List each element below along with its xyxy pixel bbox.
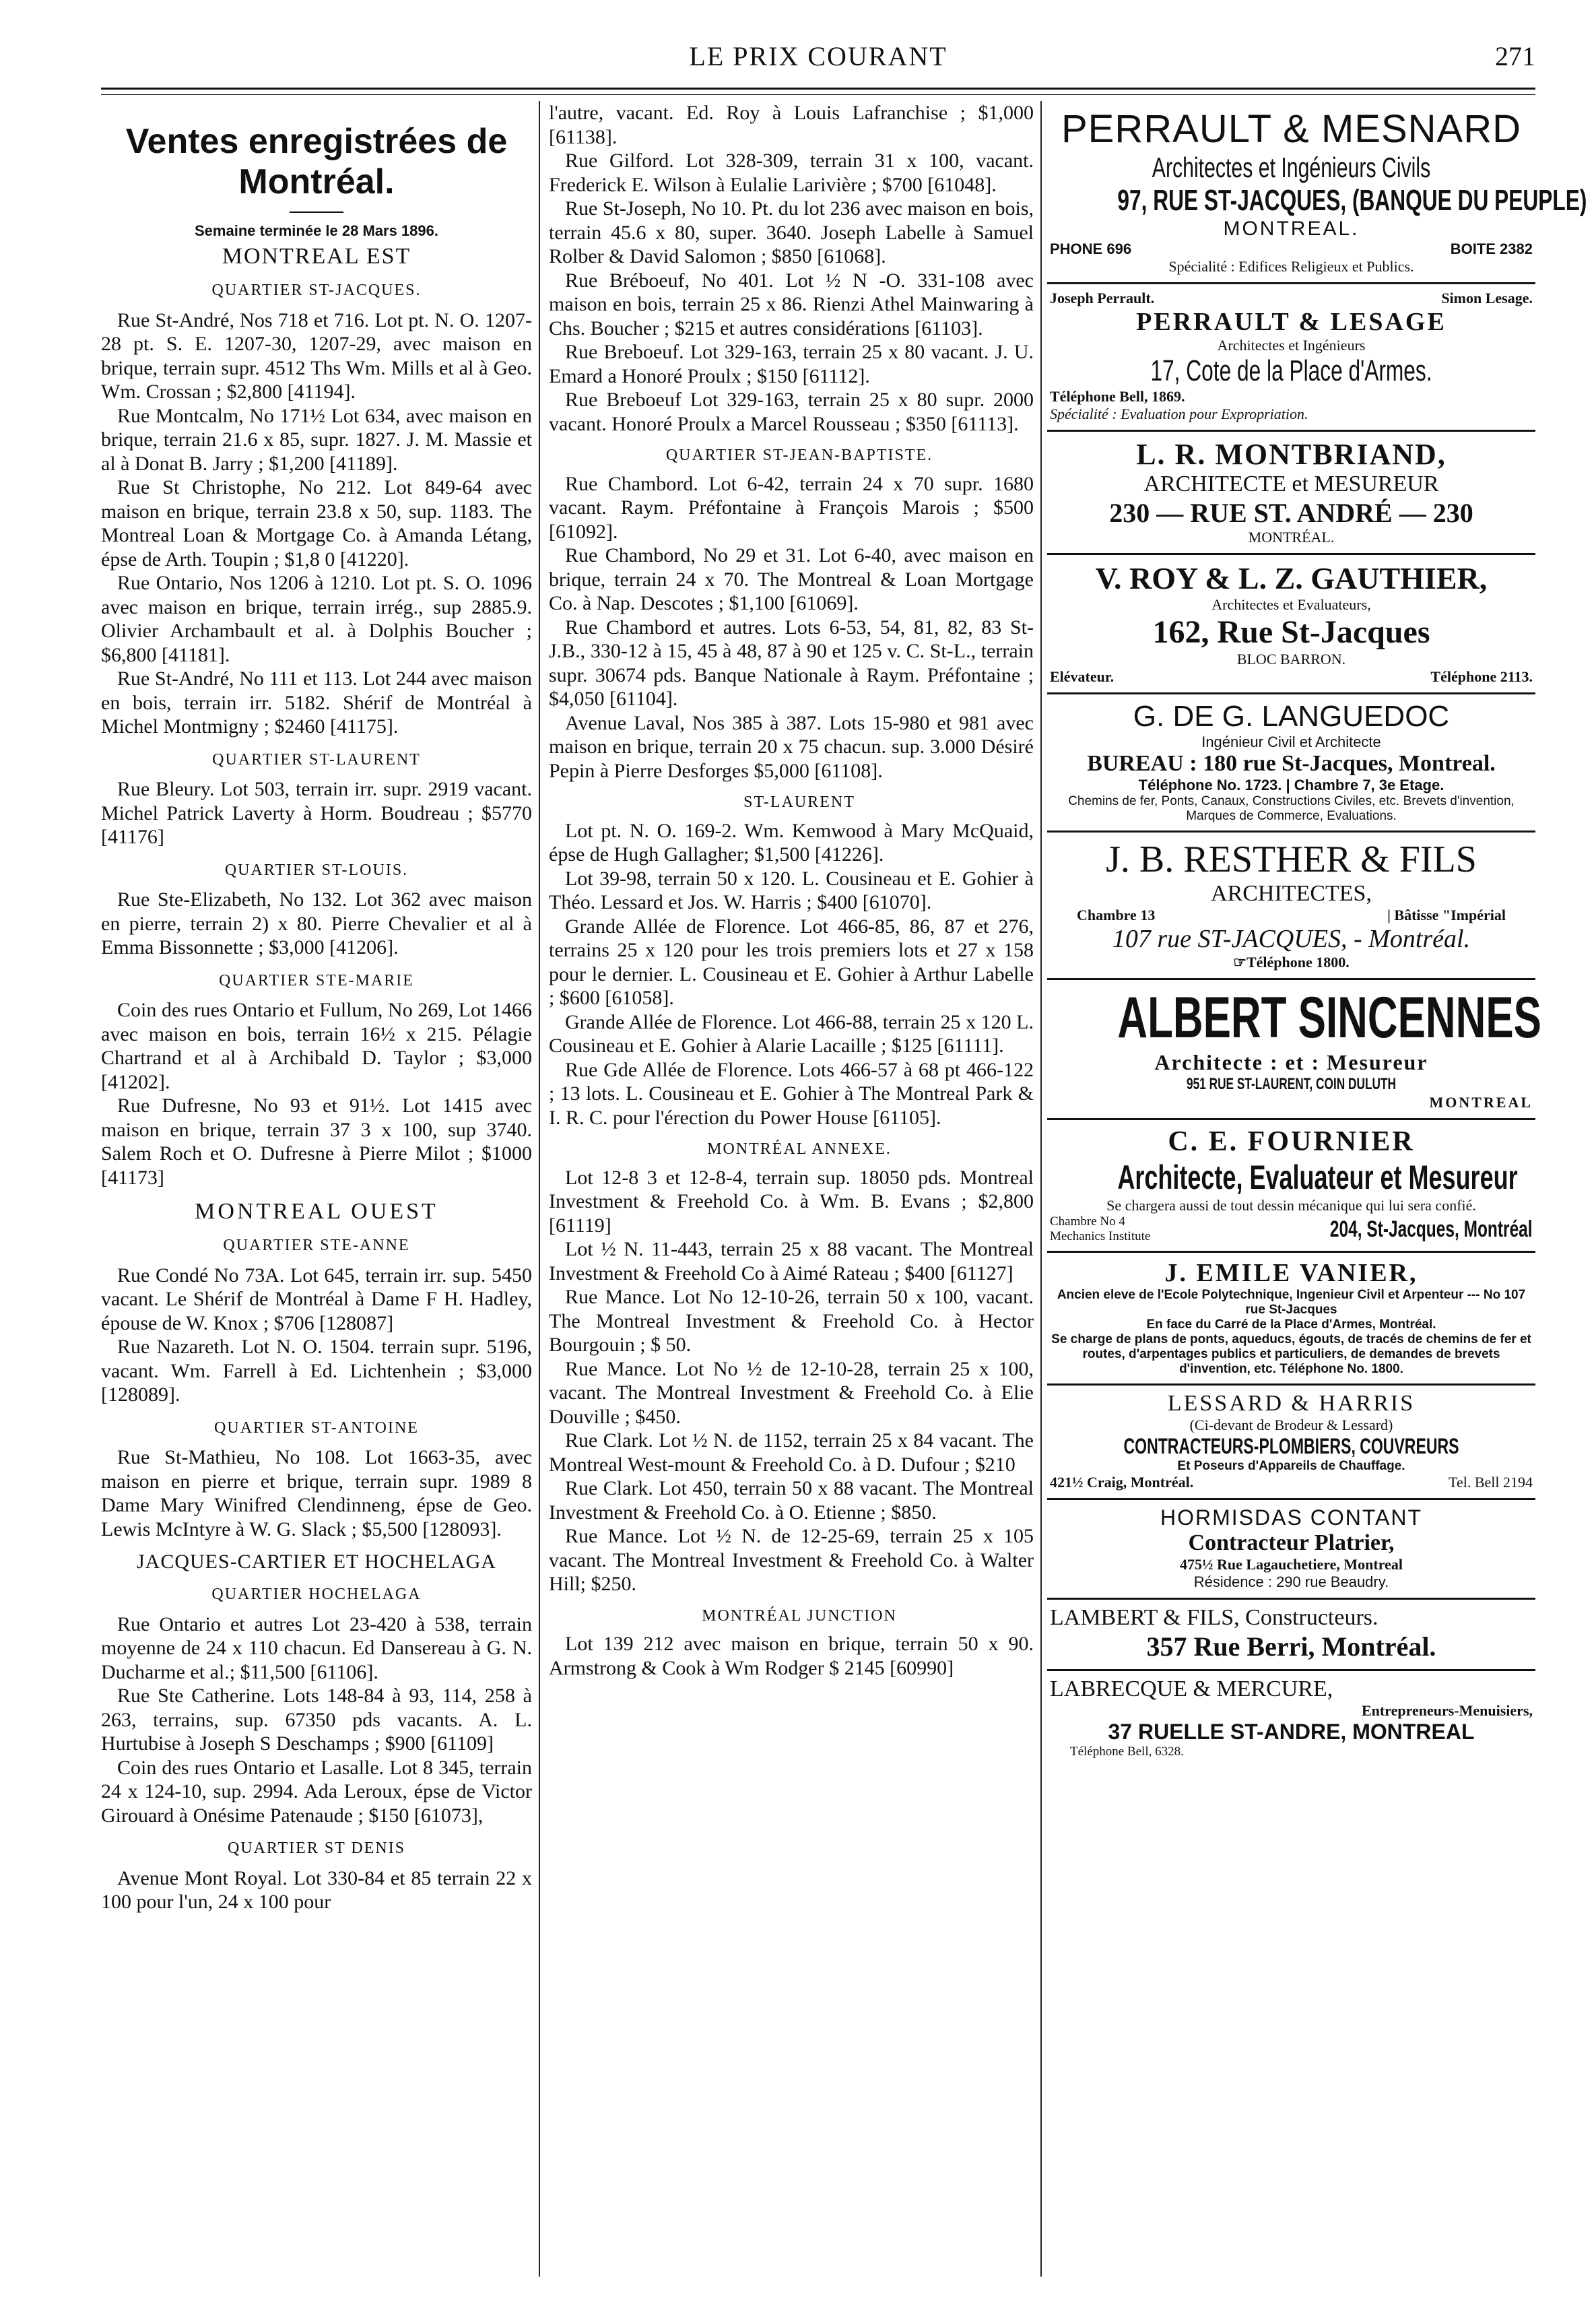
- ad-address: 97, RUE ST-JACQUES, (BANQUE DU PEUPLE): [1117, 184, 1587, 217]
- ad-vanier: [1047, 1253, 1535, 1386]
- ad-name: ALBERT SINCENNES: [1117, 985, 1541, 1050]
- ad-building: | Bâtisse "Impérial: [1387, 907, 1506, 923]
- sale-entry: Rue St-André, No 111 et 113. Lot 244 avec maison en bois, terrain irr. 5182. Shérif de Montréal à Michel Montmigny ; $2460 [41175].: [101, 667, 532, 738]
- journal-title: LE PRIX COURANT: [689, 41, 947, 71]
- ad-partner-right: Simon Lesage.: [1441, 290, 1533, 306]
- sale-entry: Rue St-Mathieu, No 108. Lot 1663-35, avec maison en pierre et brique, terrain supr. 1989 8 Dame Mary Winifred Clendinneng, épse de Geo. Lewis McIntyre à W. G. Slack ; $5,500 [128093].: [101, 1446, 532, 1540]
- ad-trade: Entrepreneurs-Menuisiers,: [1362, 1702, 1533, 1719]
- sale-entry: Lot pt. N. O. 169-2. Wm. Kemwood à Mary McQuaid, épse de Hugh Gallagher; $1,500 [41226].: [549, 819, 1034, 866]
- sale-entry: Rue Breboeuf Lot 329-163, terrain 25 x 80 supr. 2000 vacant. Honoré Proulx a Marcel Rousseau ; $350 [61113].: [549, 389, 1034, 435]
- ad-line2: En face du Carré de la Place d'Armes, Montréal.: [1146, 1317, 1436, 1332]
- sale-entry: Rue St-André, Nos 718 et 716. Lot pt. N. O. 1207-28 pt. S. E. 1207-30, 1207-29, avec maison en brique, terrain supr. 4512 Ths Wm. Mills et al à Geo. Wm. Crossan ; $2,800 [41194].: [101, 308, 532, 403]
- ad-name: C. E. FOURNIER: [1168, 1126, 1415, 1157]
- column-2: [549, 101, 1034, 1680]
- column-3-advertisements: [1047, 101, 1587, 1766]
- sale-entry: Rue Dufresne, No 93 et 91½. Lot 1415 avec maison en brique, terrain 37 3 x 100, sup 3740. Salem Roch et O. Dufresne à Pierre Milot ; $1000 [41173]: [101, 1095, 532, 1189]
- ad-line1: Ancien eleve de l'Ecole Polytechnique, Ingenieur Civil et Arpenteur --- No 107 rue St-Jacques: [1057, 1288, 1526, 1317]
- running-head: [101, 40, 1535, 88]
- ad-building: BLOC BARRON.: [1236, 651, 1346, 667]
- article-title: Ventes enregistrées de Montréal.: [125, 122, 508, 201]
- ad-phone: Tel. Bell 2194: [1449, 1474, 1533, 1491]
- ad-residence: Résidence : 290 rue Beaudry.: [1193, 1573, 1389, 1590]
- ad-specialty: Spécialité : Edifices Religieux et Publics.: [1168, 258, 1414, 275]
- ad-partner-left: Joseph Perrault.: [1050, 290, 1155, 306]
- ad-resther: [1047, 833, 1535, 980]
- sale-entry: Avenue Mont Royal. Lot 330-84 et 85 terrain 22 x 100 pour l'un, 24 x 100 pour: [101, 1866, 532, 1913]
- ad-lambert: [1047, 1600, 1535, 1671]
- sale-entry: Coin des rues Ontario et Fullum, No 269, Lot 1466 avec maison en bois, terrain 16½ x 215. Pélagie Chartrand et al à Archibald D. Taylor ; $3,000 [41202].: [101, 999, 532, 1093]
- sale-entry: Rue Breboeuf. Lot 329-163, terrain 25 x 80 vacant. J. U. Emard a Honoré Proulx ; $150 [61112].: [549, 341, 1034, 387]
- section-montreal-ouest: MONTREAL OUEST: [195, 1199, 438, 1224]
- sale-entry: Rue Gde Allée de Florence. Lots 466-57 à 68 pt 466-122 ; 13 lots. L. Cousineau et E. Gohier à The Montreal Park & I. R. C. pour l'érection du Power House [61105].: [549, 1058, 1034, 1129]
- quartier-heading: QUARTIER HOCHELAGA: [211, 1586, 422, 1603]
- quartier-heading: QUARTIER STE-MARIE: [219, 971, 414, 989]
- ad-roy-gauthier: [1047, 555, 1535, 694]
- sale-entry: Rue Chambord. Lot 6-42, terrain 24 x 70 supr. 1680 vacant. Raym. Préfontaine à François Marois ; $500 [61092].: [549, 472, 1034, 543]
- section-jacques-cartier: JACQUES-CARTIER ET HOCHELAGA: [137, 1551, 496, 1573]
- ad-languedoc: [1047, 694, 1535, 833]
- quartier-heading: QUARTIER ST-LOUIS.: [224, 861, 409, 879]
- ad-address: 17, Cote de la Place d'Armes.: [1150, 354, 1432, 387]
- ad-name: J. EMILE VANIER,: [1164, 1259, 1418, 1287]
- ad-name: LESSARD & HARRIS: [1167, 1391, 1416, 1416]
- ad-name: PERRAULT & MESNARD: [1061, 107, 1521, 151]
- ad-address: 951 RUE ST-LAURENT, COIN DULUTH: [1186, 1075, 1397, 1093]
- ad-services: Chemins de fer, Ponts, Canaux, Constructions Civiles, etc. Brevets d'invention, Marques de Commerce, Evaluations.: [1068, 794, 1515, 823]
- ad-name: HORMISDAS CONTANT: [1160, 1505, 1422, 1530]
- ad-city: MONTREAL: [1429, 1094, 1533, 1111]
- ad-address: 37 RUELLE ST-ANDRE, MONTREAL: [1108, 1720, 1475, 1744]
- ad-room: Chambre No 4: [1050, 1214, 1125, 1229]
- quartier-heading: QUARTIER ST-JEAN-BAPTISTE.: [665, 447, 933, 464]
- sale-entry: Rue Montcalm, No 171½ Lot 634, avec maison en brique, terrain 21.6 x 85, supr. 1827. J. M. Massie et al à Donat B. Jarry ; $1,200 [41189].: [101, 404, 532, 475]
- sale-entry: Rue Mance. Lot No ½ de 12-10-28, terrain 25 x 100, vacant. The Montreal Investment & Freehold Co. à Elie Douville ; $450.: [549, 1357, 1034, 1428]
- sale-entry: Lot 12-8 3 et 12-8-4, terrain sup. 18050 pds. Montreal Investment & Freehold Co. à Wm. B. Evans ; $2,800 [61119]: [549, 1166, 1034, 1237]
- ad-address: 230 — RUE ST. ANDRÉ — 230: [1109, 498, 1473, 528]
- ad-contant: [1047, 1500, 1535, 1600]
- header-rule: [101, 88, 1535, 90]
- ad-name: PERRAULT & LESAGE: [1136, 308, 1447, 336]
- sale-entry: Rue Mance. Lot No 12-10-26, terrain 50 x 100, vacant. The Montreal Investment & Freehold Co. à Hector Bourgouin ; $ 50.: [549, 1286, 1034, 1356]
- sale-entry: Rue Ontario et autres Lot 23-420 à 538, terrain moyenne de 24 x 110 chacun. Ed Dansereau à G. N. Ducharme et al.; $11,500 [61106].: [101, 1612, 532, 1683]
- ad-trade: CONTRACTEURS-PLOMBIERS, COUVREURS: [1123, 1434, 1459, 1458]
- quartier-heading: QUARTIER ST-ANTOINE: [214, 1419, 419, 1437]
- quartier-heading: QUARTIER ST DENIS: [227, 1839, 406, 1857]
- sale-entry: Rue Condé No 73A. Lot 645, terrain irr. sup. 5450 vacant. Le Shérif de Montréal à Dame F H. Hadley, épouse de W. Knox ; $706 [128087]: [101, 1264, 532, 1334]
- ad-profession: ARCHITECTE et MESUREUR: [1143, 471, 1439, 496]
- ad-phone: Téléphone 2113.: [1430, 668, 1533, 685]
- sale-entry: Rue Mance. Lot ½ N. de 12-25-69, terrain 25 x 105 vacant. The Montreal Investment & Freehold Co. à Walter Hill; $250.: [549, 1525, 1034, 1595]
- sale-entry: Coin des rues Ontario et Lasalle. Lot 8 345, terrain 24 x 124-10, sup. 2994. Ada Leroux, épse de Victor Girouard à Onésime Patenaude ; $150 [61073],: [101, 1756, 532, 1827]
- ad-name: LAMBERT & FILS, Constructeurs.: [1050, 1605, 1378, 1630]
- ad-name: L. R. MONTBRIAND,: [1136, 438, 1447, 471]
- week-line: Semaine terminée le 28 Mars 1896.: [195, 222, 438, 239]
- sale-entry: Rue Clark. Lot 450, terrain 50 x 88 vacant. The Montreal Investment & Freehold Co. à O. Etienne ; $850.: [549, 1477, 1034, 1524]
- section-montreal-est: MONTREAL EST: [222, 244, 411, 269]
- ad-perrault-lesage: [1047, 284, 1535, 432]
- ad-line3: Se charge de plans de ponts, aqueducs, égouts, de tracés de chemins de fer et routes, d'arpentages publics et particuliers, de demandes de brevets d'invention, etc. Téléphone No. 1800.: [1051, 1332, 1531, 1376]
- sale-entry: Rue Gilford. Lot 328-309, terrain 31 x 100, vacant. Frederick E. Wilson à Eulalie Larivière ; $700 [61048].: [549, 150, 1034, 196]
- sale-entry: Rue Chambord et autres. Lots 6-53, 54, 81, 82, 83 St-J.B., 330-12 à 15, 45 à 48, 87 à 90 et 125 v. C. St-L., terrain supr. 30674 pds. Banque Nationale à Raym. Préfontaine ; $4,050 [61104].: [549, 616, 1034, 710]
- ad-name: V. ROY & L. Z. GAUTHIER,: [1095, 561, 1488, 595]
- sale-entry: Rue Ste-Elizabeth, No 132. Lot 362 avec maison en pierre, terrain 2) x 80. Pierre Chevalier et al à Emma Bissonnette ; $3,000 [41206].: [101, 888, 532, 958]
- sale-entry: Rue Chambord, No 29 et 31. Lot 6-40, avec maison en brique, terrain 24 x 70. The Montreal & Loan Mortgage Co. à Nap. Descotes ; $1,100 [61069].: [549, 544, 1034, 614]
- sale-entry: Rue St-Joseph, No 10. Pt. du lot 236 avec maison en bois, terrain 45.6 x 80, super. 3640. Joseph Labelle à Samuel Rolber & David Salomon ; $850 [61068].: [549, 197, 1034, 267]
- ad-address: 357 Rue Berri, Montréal.: [1146, 1631, 1436, 1662]
- column-divider-2: [1040, 101, 1042, 2277]
- ad-phone: Téléphone Bell, 1869.: [1050, 388, 1185, 405]
- ad-city: MONTRÉAL.: [1248, 529, 1335, 546]
- ad-montbriand: [1047, 432, 1535, 555]
- ad-profession: Architecte : et : Mesureur: [1154, 1050, 1428, 1074]
- ad-phone: PHONE 696: [1050, 240, 1132, 257]
- ad-sincennes: [1047, 980, 1541, 1120]
- ad-address: 107 rue ST-JACQUES, - Montréal.: [1112, 925, 1471, 953]
- ad-profession: Ingénieur Civil et Architecte: [1201, 734, 1381, 750]
- title-rule: [290, 211, 343, 213]
- ad-former-name: (Ci-devant de Brodeur & Lessard): [1189, 1416, 1393, 1433]
- quartier-heading: ST-LAURENT: [743, 793, 855, 811]
- sale-entry: Lot 139 212 avec maison en brique, terrain 50 x 90. Armstrong & Cook à Wm Rodger $ 2145 [60990]: [549, 1633, 1034, 1679]
- ad-profession: Architectes et Ingénieurs: [1217, 337, 1366, 354]
- ad-phone: Téléphone No. 1723. | Chambre 7, 3e Etage.: [1138, 777, 1444, 793]
- sale-entry: Grande Allée de Florence. Lot 466-88, terrain 25 x 120 L. Cousineau et E. Gohier à Alarie Lacaille ; $125 [61111].: [549, 1010, 1034, 1057]
- page-number: 271: [1495, 41, 1535, 71]
- ad-address: 162, Rue St-Jacques: [1152, 614, 1430, 650]
- ad-name: J. B. RESTHER & FILS: [1106, 839, 1477, 880]
- ad-elevator: Elévateur.: [1050, 668, 1115, 685]
- column-1: [101, 101, 532, 1914]
- sale-entry: Lot 39-98, terrain 50 x 120. L. Cousineau et E. Gohier à Théo. Lessard et Jos. W. Harris ; $400 [61070].: [549, 867, 1034, 913]
- ad-profession: Architecte, Evaluateur et Mesureur: [1117, 1159, 1518, 1196]
- ad-city: MONTREAL.: [1223, 218, 1360, 240]
- ad-specialty: Spécialité : Evaluation pour Expropriation.: [1050, 405, 1308, 422]
- sale-entry: Grande Allée de Florence. Lot 466-85, 86, 87 et 276, terrains 25 x 120 pour les trois premiers lots et 27 x 158 pour le dernier. L. Cousineau et E. Gohier à Arthur Labelle ; $600 [61058].: [549, 915, 1034, 1009]
- ad-address: 204, St-Jacques, Montréal: [1330, 1216, 1533, 1242]
- sale-entry: Rue Clark. Lot ½ N. de 1152, terrain 25 x 84 vacant. The Montreal West-mount & Freehold Co. à D. Dufour ; $210: [549, 1429, 1034, 1476]
- ad-lessard-harris: [1047, 1386, 1535, 1500]
- sale-entry: Rue Bleury. Lot 503, terrain irr. supr. 2919 vacant. Michel Patrick Laverty à Horm. Boudreau ; $5770 [41176]: [101, 778, 532, 848]
- ad-address: BUREAU : 180 rue St-Jacques, Montreal.: [1087, 751, 1496, 776]
- ad-fournier: [1047, 1120, 1535, 1253]
- sale-entry: Avenue Laval, Nos 385 à 387. Lots 15-980 et 981 avec maison en brique, terrain 20 x 75 chacun. sup. 3.000 Désiré Pepin à Pierre Desforges $5,000 [61108].: [549, 711, 1034, 782]
- ad-profession: ARCHITECTES,: [1211, 881, 1372, 906]
- ad-labrecque: [1047, 1671, 1535, 1766]
- ad-institute: Mechanics Institute: [1050, 1229, 1151, 1243]
- quartier-heading: QUARTIER ST-JACQUES.: [211, 282, 422, 299]
- sale-entry: Rue Bréboeuf, No 401. Lot ½ N -O. 331-108 avec maison en bois, terrain 25 x 86. Rienzi Athel Mainwaring à Chs. Boucher ; $215 et autres considérations [61103].: [549, 269, 1034, 339]
- ad-profession: Architectes et Ingénieurs Civils: [1152, 152, 1431, 183]
- ad-name: LABRECQUE & MERCURE,: [1050, 1676, 1333, 1701]
- quartier-heading: MONTRÉAL ANNEXE.: [707, 1140, 892, 1158]
- telephone-hand-icon: ☞: [1233, 954, 1246, 971]
- ad-address: 475½ Rue Lagauchetiere, Montreal: [1180, 1556, 1403, 1573]
- ad-trade: Contracteur Platrier,: [1188, 1530, 1395, 1555]
- ad-phone: Téléphone 1800.: [1246, 954, 1350, 971]
- sale-entry: Rue Nazareth. Lot N. O. 1504. terrain supr. 5196, vacant. Wm. Farrell à Ed. Lichtenhein ; $3,000 [128089].: [101, 1336, 532, 1406]
- ad-address: 421½ Craig, Montréal.: [1050, 1474, 1194, 1491]
- ad-name: G. DE G. LANGUEDOC: [1133, 700, 1450, 733]
- column-divider-1: [539, 101, 540, 2277]
- sale-entry: l'autre, vacant. Ed. Roy à Louis Lafranchise ; $1,000 [61138].: [549, 102, 1034, 148]
- ad-profession: Architectes et Evaluateurs,: [1211, 596, 1371, 613]
- quartier-heading: QUARTIER ST-LAURENT: [212, 750, 421, 769]
- ad-perrault-mesnard: [1047, 101, 1587, 284]
- sale-entry: Rue Ontario, Nos 1206 à 1210. Lot pt. S. O. 1096 avec maison en brique, terrain irrég., sup 2885.9. Olivier Archambault et al. à Dolphis Boucher ; $6,800 [41181].: [101, 572, 532, 666]
- quartier-heading: QUARTIER STE-ANNE: [223, 1237, 410, 1254]
- header-rule-thin: [101, 94, 1535, 95]
- ad-phone: Téléphone Bell, 6328.: [1070, 1745, 1184, 1759]
- ad-note: Et Poseurs d'Appareils de Chauffage.: [1177, 1459, 1405, 1473]
- ad-room: Chambre 13: [1077, 907, 1156, 923]
- sale-entry: Lot ½ N. 11-443, terrain 25 x 88 vacant. The Montreal Investment & Freehold Co à Aimé Rateau ; $400 [61127]: [549, 1238, 1034, 1284]
- ad-box: BOITE 2382: [1450, 240, 1533, 257]
- quartier-heading: MONTRÉAL JUNCTION: [702, 1606, 897, 1625]
- sale-entry: Rue St Christophe, No 212. Lot 849-64 avec maison en brique, terrain 23.8 x 50, sup. 1183. The Montreal Loan & Mortgage Co. à Amanda Létang, épse de Arth. Toupin ; $1,8 0 [41220].: [101, 476, 532, 571]
- ad-note: Se chargera aussi de tout dessin mécanique qui lui sera confié.: [1106, 1197, 1476, 1214]
- sale-entry: Rue Ste Catherine. Lots 148-84 à 93, 114, 258 à 263, terrains, sup. 67350 pds vacants. A. L. Hurtubise à Joseph S Deschamps ; $900 [61109]: [101, 1685, 532, 1755]
